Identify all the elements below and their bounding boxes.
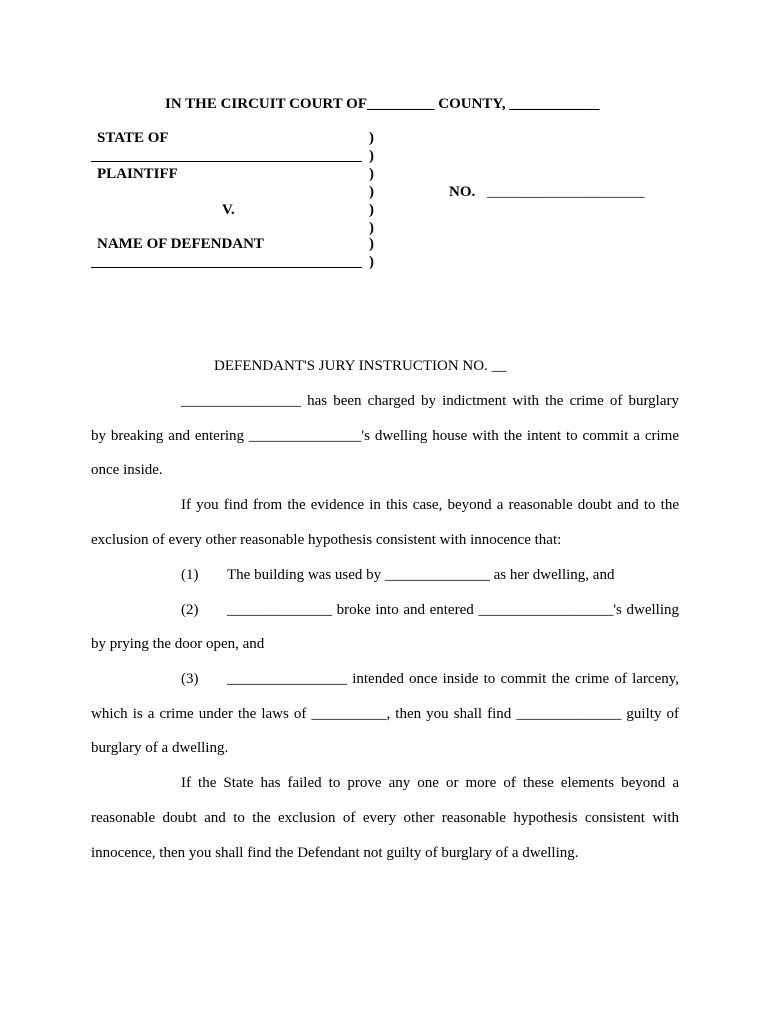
item-3-continuation: which is a crime under the laws of __________, then you shall find ______________ guilty of — [91, 706, 679, 722]
caption-paren: ) — [369, 166, 374, 182]
paragraph-3-line-2: reasonable doubt and to the exclusion of every other reasonable hypothesis consistent with — [91, 810, 679, 826]
plaintiff-signature-line — [91, 161, 362, 162]
paragraph-1-line-2: by breaking and entering _______________'s dwelling house with the intent to commit a crime — [91, 428, 679, 444]
item-2-number: (2) — [181, 602, 199, 618]
caption-paren: ) — [369, 236, 374, 252]
caption-paren: ) — [369, 148, 374, 164]
item-3-number: (3) — [181, 671, 199, 687]
paragraph-2-line-1: If you find from the evidence in this case, beyond a reasonable doubt and to the — [181, 497, 679, 513]
paragraph-2-line-2: exclusion of every other reasonable hypothesis consistent with innocence that: — [91, 532, 562, 548]
paragraph-1-line-1: ________________ has been charged by indictment with the crime of burglary — [181, 393, 679, 409]
versus-label: V. — [222, 202, 235, 218]
court-heading: IN THE CIRCUIT COURT OF_________ COUNTY, ____________ — [165, 96, 600, 112]
item-1-text: The building was used by ______________ as her dwelling, and — [227, 567, 615, 583]
caption-paren: ) — [369, 254, 374, 270]
instruction-title: DEFENDANT'S JURY INSTRUCTION NO. __ — [214, 358, 507, 374]
caption-paren: ) — [369, 184, 374, 200]
item-3-text: ________________ intended once inside to commit the crime of larceny, — [227, 671, 679, 687]
caption-paren: ) — [369, 130, 374, 146]
defendant-signature-line — [91, 267, 362, 268]
paragraph-3-line-3: innocence, then you shall find the Defendant not guilty of burglary of a dwelling. — [91, 845, 579, 861]
item-3-continuation-2: burglary of a dwelling. — [91, 740, 229, 756]
caption-paren: ) — [369, 202, 374, 218]
plaintiff-label: PLAINTIFF — [97, 166, 178, 182]
state-of-label: STATE OF — [97, 130, 169, 146]
item-1-number: (1) — [181, 567, 199, 583]
defendant-label: NAME OF DEFENDANT — [97, 236, 264, 252]
case-number-blank: _____________________ — [487, 184, 645, 200]
paragraph-1-line-3: once inside. — [91, 462, 163, 478]
item-2-text: ______________ broke into and entered __________________'s dwelling — [227, 602, 679, 618]
caption-paren: ) — [369, 220, 374, 236]
item-2-continuation: by prying the door open, and — [91, 636, 265, 652]
paragraph-3-line-1: If the State has failed to prove any one or more of these elements beyond a — [181, 775, 679, 791]
case-number-label: NO. — [449, 184, 476, 200]
